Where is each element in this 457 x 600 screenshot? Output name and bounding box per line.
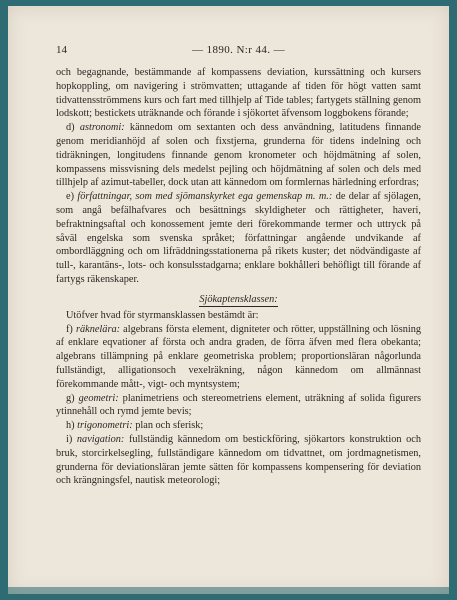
paragraph-e-forfattningar bbox=[56, 190, 421, 287]
document-page bbox=[8, 6, 449, 594]
scan-edge bbox=[8, 587, 449, 594]
page-number: 14 bbox=[56, 44, 67, 56]
item-label: f) bbox=[66, 323, 73, 335]
paragraph-text: fullständig kännedom om bestickföring, sjökartors konstruktion och bruk, storcirkelsegling, fullständigare kännedom om tidvattnet, om jordmagnetismen, grunderna för deviationsläran jemte sätten för kompassens kompensering för deviation och krängningsfel, nautisk meteorologi; bbox=[56, 433, 422, 487]
paragraph-text: planimetriens och stereometriens element, uträkning af solida figurers ytinnehåll och rymd jemte bevis; bbox=[56, 392, 422, 418]
running-head: — 1890. N:r 44. — bbox=[192, 44, 285, 56]
section-title bbox=[56, 293, 421, 307]
paragraph-h-trigonometri bbox=[56, 419, 421, 433]
item-heading: astronomi: bbox=[79, 122, 125, 134]
paragraph-text: och begagnande, bestämmande af kompassens deviation, kurssättning och kursers hopkoppling, om navigering i strömvatten; uttagande af tiden för högt vatten samt tidvattensströmmens kurs och fart med tillhjelp af Tide tables; fartygets ställning genom lodskott; bestickets uträknande och förande i sjökortet äfvensom loggbokens förande; bbox=[56, 67, 421, 120]
paragraph-i-navigation bbox=[56, 433, 421, 488]
item-label: g) bbox=[66, 392, 75, 404]
paragraph-text: kännedom om sextanten och dess användning, latitudens finnande genom meridianhöjd af solen och fixstjerna, grunderna för tidens indelning och tidräkningen, longitudens finnande genom kronometer och höjdmätning af solen, kompassens missvisning dels medelst pejling och höjdmätning af solen och dels med tillhjelp af azimut-tabeller, dock utan att kännedom om formlernas härledning erfordras; bbox=[56, 122, 421, 189]
item-label: h) bbox=[66, 420, 75, 432]
paragraph-c-continued bbox=[56, 66, 421, 121]
item-label: d) bbox=[66, 122, 75, 134]
page-header bbox=[56, 44, 421, 64]
paragraph-text: algebrans första element, digniteter och rötter, uppställning och lösning af enklare eqvationer af första och andra graden, de förra äfven med flera obekanta; algebrans tillämpning på enklare geometriska problem; proportionsläran någorlunda fullständigt, alligationsoch vexelräkning, någon kännedom om allmännast förekommande mått-, vigt- och myntsystem; bbox=[56, 323, 422, 390]
item-heading: trigonometri: bbox=[77, 420, 133, 432]
item-heading: geometri: bbox=[78, 392, 119, 404]
paragraph-d-astronomi bbox=[56, 121, 421, 190]
item-heading: räknelära: bbox=[75, 323, 121, 335]
section-intro: Utöfver hvad för styrmansklassen bestämdt är: bbox=[66, 309, 259, 321]
page-content bbox=[56, 44, 421, 488]
item-heading: navigation: bbox=[76, 433, 125, 445]
paragraph-f-raknelara bbox=[56, 323, 421, 392]
item-label: i) bbox=[66, 433, 73, 445]
paragraph-g-geometri bbox=[56, 392, 421, 420]
paragraph-text: plan och sferisk; bbox=[135, 420, 204, 432]
item-label: e) bbox=[66, 191, 74, 203]
paragraph-text: de delar af sjölagen, som angå befälhafvares och besättnings skyldigheter och rättigheter, haveri, befraktningsaftal och konossement jemte deri förekommande termer och uttryck på såväl engelska som svenska språket; författningar angående undvikande af ombordläggning och om lifräddningsstationerna på rikets kuster; det nödvändigaste af tull-, karantäns-, lots- och konsulsstadgarna; enklare bokhålleri behöfligt till förande af fartygs räkenskaper. bbox=[56, 191, 421, 285]
item-heading: författningar, som med sjömanskyrket ega gemenskap m. m.: bbox=[77, 191, 333, 203]
section-title-text: Sjökaptensklassen: bbox=[199, 293, 278, 305]
